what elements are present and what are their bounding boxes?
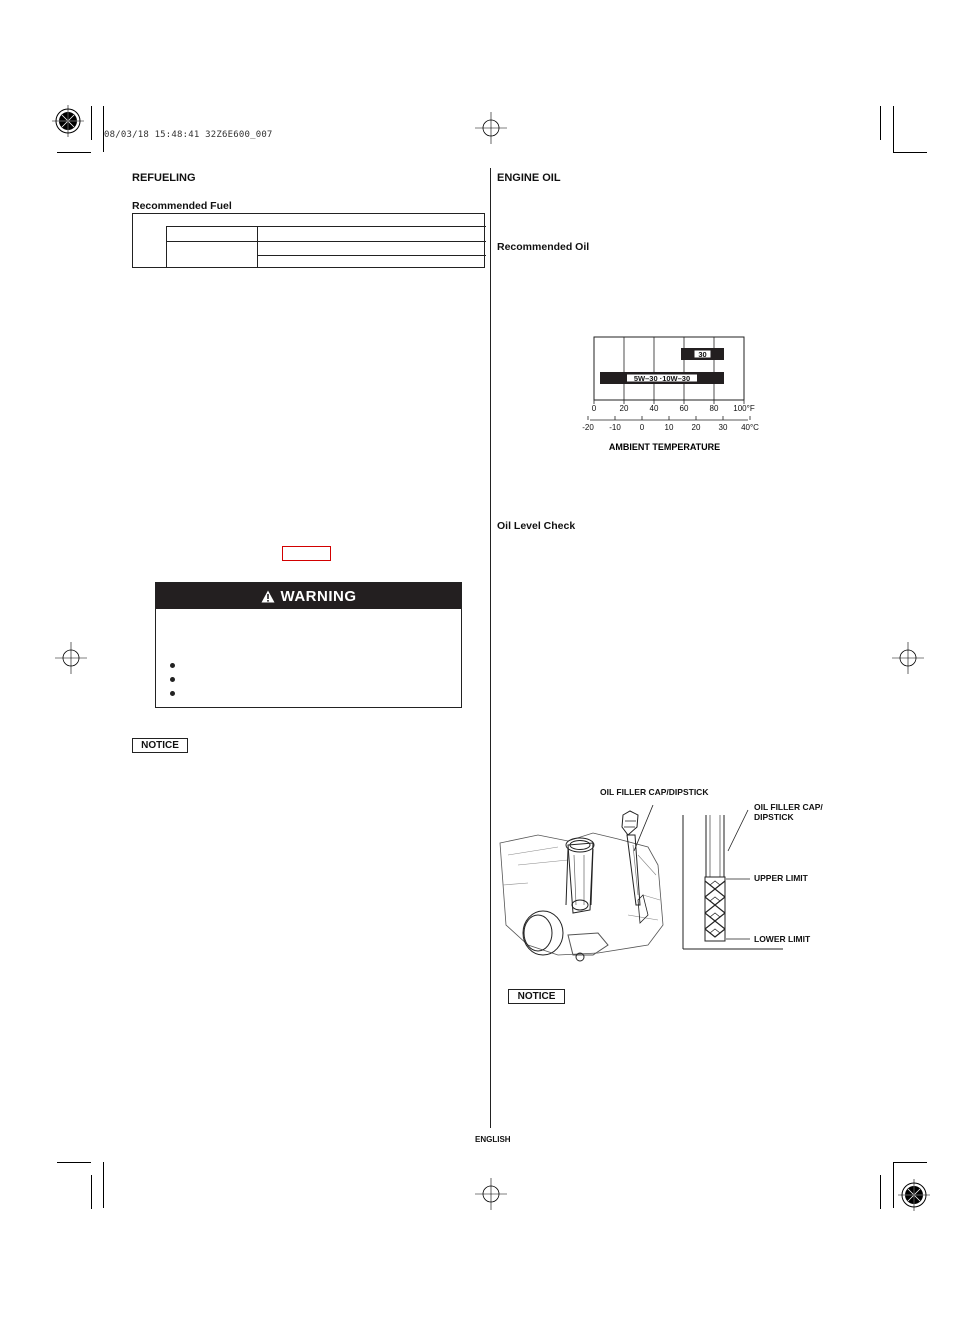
print-stamp: 08/03/18 15:48:41 32Z6E600_007 [104, 130, 273, 140]
bar-label-1: 30 [698, 350, 707, 359]
registration-mark-bottom-right [898, 1179, 930, 1211]
crosshair-mark-top [475, 112, 507, 144]
crosshair-mark-bottom [475, 1178, 507, 1210]
bullet-2 [170, 677, 175, 682]
f-tick-label: 40 [649, 404, 659, 413]
column-divider [490, 168, 491, 1128]
f-tick-label: 60 [679, 404, 689, 413]
f-tick-label: 100°F [733, 404, 755, 413]
label-upper-limit: UPPER LIMIT [754, 873, 808, 883]
subsection-title-recommended-fuel: Recommended Fuel [132, 200, 232, 212]
footer-language: ENGLISH [475, 1135, 511, 1144]
chart-grid [624, 337, 714, 400]
c-tick-label: 20 [691, 423, 701, 432]
crosshair-mark-right [892, 642, 924, 674]
chart-frame [594, 337, 744, 400]
fuel-spec-table [132, 213, 485, 268]
f-tick-label: 20 [619, 404, 629, 413]
oil-viscosity-chart [580, 330, 760, 460]
chart-xlabel: AMBIENT TEMPERATURE [608, 442, 721, 452]
bar-label-2: 5W–30 ·10W–30 [633, 374, 691, 383]
f-tick-label: 80 [709, 404, 719, 413]
section-title-refueling: REFUELING [132, 172, 196, 184]
subsection-title-oil-level-check: Oil Level Check [497, 520, 576, 532]
registration-mark-top-left [52, 105, 84, 137]
subsection-title-recommended-oil: Recommended Oil [497, 241, 590, 253]
bullet-1 [170, 663, 175, 668]
section-title-engine-oil: ENGINE OIL [497, 172, 561, 184]
highlight-box [282, 546, 331, 561]
notice-label-left: NOTICE [132, 738, 188, 753]
c-tick-label: 0 [639, 423, 645, 432]
c-tick-label: -20 [582, 423, 594, 432]
bullet-3 [170, 691, 175, 696]
warning-box [155, 582, 462, 708]
c-tick-label: 30 [718, 423, 728, 432]
warning-triangle-icon [261, 590, 275, 603]
f-tick-label: 0 [591, 404, 597, 413]
crosshair-mark-left [55, 642, 87, 674]
c-tick-label: 10 [664, 423, 674, 432]
label-oil-filler-cap-dipstick-detail [754, 802, 823, 822]
c-tick-label: 40°C [741, 423, 759, 432]
notice-label-right: NOTICE [508, 989, 565, 1004]
engine-dipstick-illustration [498, 805, 788, 975]
warning-title: WARNING [280, 587, 357, 605]
c-tick-label: -10 [609, 423, 621, 432]
warning-header [156, 583, 461, 609]
label-detail-line-2: DIPSTICK [754, 812, 794, 822]
label-lower-limit: LOWER LIMIT [754, 934, 811, 944]
label-detail-line-1: OIL FILLER CAP/ [754, 802, 823, 812]
label-oil-filler-cap-dipstick: OIL FILLER CAP/DIPSTICK [600, 787, 709, 797]
